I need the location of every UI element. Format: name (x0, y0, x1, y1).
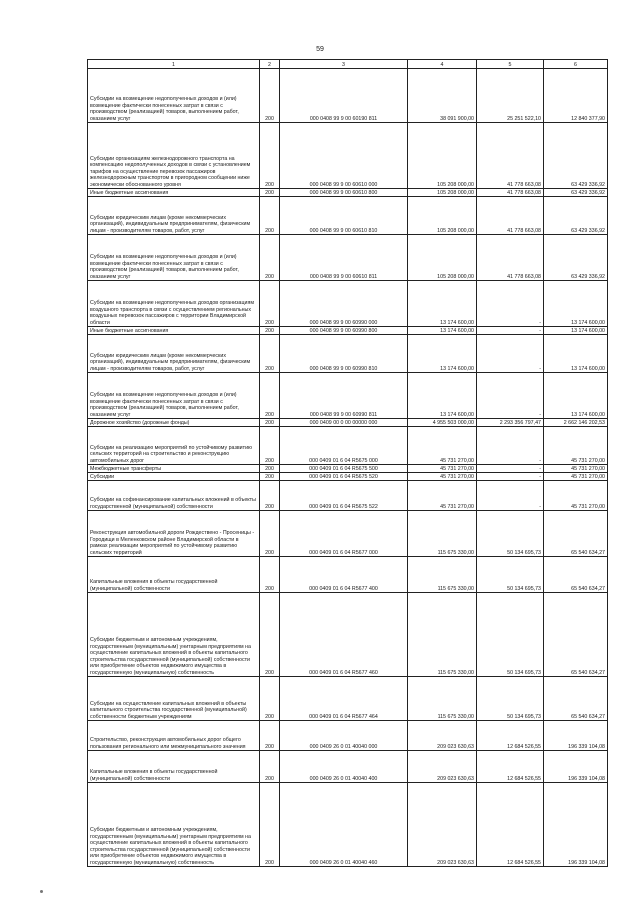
approved-amount-cell: 105 208 000,00 (408, 123, 477, 189)
unexecuted-amount-cell: 196 339 104,08 (544, 783, 608, 867)
budget-classification-code-cell: 000 0409 00 0 00 00000 000 (280, 419, 408, 427)
table-row (88, 427, 608, 465)
unexecuted-amount-cell: 45 731 270,00 (544, 427, 608, 465)
item-name-cell: Субсидии на возмещение недополученных доходов и (или) возмещение фактически понесенных затрат в связи с производством (реализацией) товаров, выполнением работ, оказанием услуг (88, 373, 260, 419)
item-name-cell: Реконструкция автомобильной дороги Рождествено - Просеницы - Городищи в Меленковском районе Владимирской области в рамках реализации мероприятий по устойчивому развитию сельских территорий (88, 511, 260, 557)
approved-amount-cell: 45 731 270,00 (408, 481, 477, 511)
line-code-cell: 200 (260, 281, 280, 327)
table-row (88, 593, 608, 677)
approved-amount-cell: 209 023 630,63 (408, 783, 477, 867)
line-code-cell: 200 (260, 69, 280, 123)
executed-amount-cell: 2 293 356 797,47 (477, 419, 544, 427)
column-header: 3 (280, 60, 408, 69)
unexecuted-amount-cell: 2 662 146 202,53 (544, 419, 608, 427)
line-code-cell: 200 (260, 721, 280, 751)
executed-amount-cell: 41 778 663,08 (477, 197, 544, 235)
line-code-cell: 200 (260, 419, 280, 427)
column-header: 2 (260, 60, 280, 69)
unexecuted-amount-cell: 196 339 104,08 (544, 751, 608, 783)
item-name-cell: Субсидии на софинансирование капитальных вложений в объекты государственной (муниципальной) собственности (88, 481, 260, 511)
item-name-cell: Капитальные вложения в объекты государственной (муниципальной) собственности (88, 557, 260, 593)
budget-classification-code-cell: 000 0408 99 9 00 60990 810 (280, 335, 408, 373)
line-code-cell: 200 (260, 511, 280, 557)
item-name-cell: Субсидии юридическим лицам (кроме некоммерческих организаций), индивидуальным предпринимателям, физическим лицам - производителям товаров, работ, услуг (88, 335, 260, 373)
table-row (88, 511, 608, 557)
budget-classification-code-cell: 000 0408 99 9 00 60610 800 (280, 189, 408, 197)
budget-classification-code-cell: 000 0409 01 6 04 R5675 500 (280, 465, 408, 473)
budget-classification-code-cell: 000 0408 99 9 00 60610 811 (280, 235, 408, 281)
executed-amount-cell: 50 134 695,73 (477, 593, 544, 677)
unexecuted-amount-cell: 63 429 336,92 (544, 123, 608, 189)
line-code-cell: 200 (260, 189, 280, 197)
approved-amount-cell: 13 174 600,00 (408, 281, 477, 327)
item-name-cell: Капитальные вложения в объекты государственной (муниципальной) собственности (88, 751, 260, 783)
table-body (88, 69, 608, 867)
unexecuted-amount-cell: 45 731 270,00 (544, 473, 608, 481)
executed-amount-cell: - (477, 281, 544, 327)
table-row (88, 783, 608, 867)
approved-amount-cell: 115 675 330,00 (408, 511, 477, 557)
line-code-cell: 200 (260, 677, 280, 721)
item-name-cell: Межбюджетные трансферты (88, 465, 260, 473)
unexecuted-amount-cell: 12 840 377,90 (544, 69, 608, 123)
unexecuted-amount-cell: 13 174 600,00 (544, 335, 608, 373)
approved-amount-cell: 45 731 270,00 (408, 473, 477, 481)
unexecuted-amount-cell: 13 174 600,00 (544, 327, 608, 335)
approved-amount-cell: 115 675 330,00 (408, 557, 477, 593)
approved-amount-cell: 45 731 270,00 (408, 427, 477, 465)
line-code-cell: 200 (260, 427, 280, 465)
executed-amount-cell: 41 778 663,08 (477, 123, 544, 189)
approved-amount-cell: 45 731 270,00 (408, 465, 477, 473)
executed-amount-cell: - (477, 327, 544, 335)
unexecuted-amount-cell: 196 339 104,08 (544, 721, 608, 751)
approved-amount-cell: 13 174 600,00 (408, 327, 477, 335)
line-code-cell: 200 (260, 751, 280, 783)
table-row (88, 419, 608, 427)
line-code-cell: 200 (260, 235, 280, 281)
unexecuted-amount-cell: 45 731 270,00 (544, 481, 608, 511)
unexecuted-amount-cell: 65 540 634,27 (544, 557, 608, 593)
unexecuted-amount-cell: 13 174 600,00 (544, 281, 608, 327)
table-row (88, 481, 608, 511)
unexecuted-amount-cell: 45 731 270,00 (544, 465, 608, 473)
executed-amount-cell: - (477, 335, 544, 373)
line-code-cell: 200 (260, 373, 280, 419)
budget-classification-code-cell: 000 0409 26 0 01 40040 400 (280, 751, 408, 783)
unexecuted-amount-cell: 65 540 634,27 (544, 677, 608, 721)
item-name-cell: Дорожное хозяйство (дорожные фонды) (88, 419, 260, 427)
budget-classification-code-cell: 000 0409 01 6 04 R5677 460 (280, 593, 408, 677)
table-row (88, 677, 608, 721)
budget-classification-code-cell: 000 0408 99 9 00 60610 810 (280, 197, 408, 235)
item-name-cell: Иные бюджетные ассигнования (88, 189, 260, 197)
column-header: 6 (544, 60, 608, 69)
budget-classification-code-cell: 000 0409 01 6 04 R5675 000 (280, 427, 408, 465)
line-code-cell: 200 (260, 123, 280, 189)
item-name-cell: Субсидии бюджетным и автономным учреждениям, государственным (муниципальным) унитарным предприятиям на осуществление капитальных вложений в объекты капитального строительства государственной (муниципальной) собственности или приобретение объектов недвижимого имущества в государственную (муниципальную) собственность (88, 593, 260, 677)
table-row (88, 373, 608, 419)
executed-amount-cell: - (477, 373, 544, 419)
executed-amount-cell: - (477, 473, 544, 481)
budget-classification-code-cell: 000 0409 26 0 01 40040 000 (280, 721, 408, 751)
line-code-cell: 200 (260, 557, 280, 593)
executed-amount-cell: 50 134 695,73 (477, 511, 544, 557)
budget-classification-code-cell: 000 0408 99 9 00 60990 811 (280, 373, 408, 419)
item-name-cell: Субсидии на возмещение недополученных доходов организациям воздушного транспорта в связи с осуществлением региональных воздушных перевозок пассажиров с территории Владимирской области (88, 281, 260, 327)
column-header: 1 (88, 60, 260, 69)
column-header: 5 (477, 60, 544, 69)
line-code-cell: 200 (260, 335, 280, 373)
budget-classification-code-cell: 000 0408 99 9 00 60610 000 (280, 123, 408, 189)
table-row (88, 721, 608, 751)
executed-amount-cell: - (477, 427, 544, 465)
table-row (88, 197, 608, 235)
item-name-cell: Субсидии на реализацию мероприятий по устойчивому развитию сельских территорий на строительство и реконструкцию автомобильных дорог (88, 427, 260, 465)
line-code-cell: 200 (260, 473, 280, 481)
executed-amount-cell: 50 134 695,73 (477, 557, 544, 593)
approved-amount-cell: 4 955 503 000,00 (408, 419, 477, 427)
approved-amount-cell: 115 675 330,00 (408, 593, 477, 677)
item-name-cell: Субсидии на осуществление капитальных вложений в объекты капитального строительства государственной (муниципальной) собственности бюджетным учреждениям (88, 677, 260, 721)
approved-amount-cell: 115 675 330,00 (408, 677, 477, 721)
unexecuted-amount-cell: 13 174 600,00 (544, 373, 608, 419)
executed-amount-cell: 41 778 663,08 (477, 235, 544, 281)
table-row (88, 335, 608, 373)
item-name-cell: Иные бюджетные ассигнования (88, 327, 260, 335)
item-name-cell: Субсидии бюджетным и автономным учреждениям, государственным (муниципальным) унитарным предприятиям на осуществление капитальных вложений в объекты капитального строительства государственной (муниципальной) собственности или приобретение объектов недвижимого имущества в государственную (муниципальную) собственность (88, 783, 260, 867)
budget-classification-code-cell: 000 0408 99 9 00 60990 800 (280, 327, 408, 335)
line-code-cell: 200 (260, 783, 280, 867)
table-row (88, 235, 608, 281)
item-name-cell: Субсидии (88, 473, 260, 481)
table-row (88, 189, 608, 197)
column-number-row (88, 60, 608, 69)
approved-amount-cell: 13 174 600,00 (408, 373, 477, 419)
budget-classification-code-cell: 000 0409 01 6 04 R5675 520 (280, 473, 408, 481)
approved-amount-cell: 209 023 630,63 (408, 721, 477, 751)
budget-classification-code-cell: 000 0409 01 6 04 R5677 464 (280, 677, 408, 721)
budget-classification-code-cell: 000 0408 99 9 00 60190 811 (280, 69, 408, 123)
item-name-cell: Субсидии юридическим лицам (кроме некоммерческих организаций), индивидуальным предпринимателям, физическим лицам - производителям товаров, работ, услуг (88, 197, 260, 235)
budget-classification-code-cell: 000 0409 26 0 01 40040 460 (280, 783, 408, 867)
executed-amount-cell: - (477, 465, 544, 473)
page-number: 59 (316, 46, 324, 53)
line-code-cell: 200 (260, 327, 280, 335)
item-name-cell: Субсидии организациям железнодорожного транспорта на компенсацию недополученных доходов в связи с установлением тарифов на осуществление перевозок пассажиров железнодорожным транспортом в пригородном сообщении ниже экономически обоснованного уровня (88, 123, 260, 189)
executed-amount-cell: 12 684 526,55 (477, 783, 544, 867)
approved-amount-cell: 105 208 000,00 (408, 235, 477, 281)
column-header: 4 (408, 60, 477, 69)
item-name-cell: Строительство, реконструкция автомобильных дорог общего пользования регионального или межмуниципального значения (88, 721, 260, 751)
approved-amount-cell: 105 208 000,00 (408, 197, 477, 235)
budget-classification-code-cell: 000 0409 01 6 04 R5677 400 (280, 557, 408, 593)
unexecuted-amount-cell: 63 429 336,92 (544, 235, 608, 281)
executed-amount-cell: 12 684 526,55 (477, 721, 544, 751)
table-row (88, 123, 608, 189)
unexecuted-amount-cell: 63 429 336,92 (544, 189, 608, 197)
budget-classification-code-cell: 000 0409 01 6 04 R5677 000 (280, 511, 408, 557)
table-row (88, 69, 608, 123)
table-row (88, 327, 608, 335)
approved-amount-cell: 209 023 630,63 (408, 751, 477, 783)
unexecuted-amount-cell: 65 540 634,27 (544, 593, 608, 677)
item-name-cell: Субсидии на возмещение недополученных доходов и (или) возмещение фактически понесенных затрат в связи с производством (реализацией) товаров, выполнением работ, оказанием услуг (88, 235, 260, 281)
table-row (88, 751, 608, 783)
line-code-cell: 200 (260, 197, 280, 235)
scan-speck (40, 890, 43, 893)
executed-amount-cell: - (477, 481, 544, 511)
executed-amount-cell: 41 778 663,08 (477, 189, 544, 197)
approved-amount-cell: 105 208 000,00 (408, 189, 477, 197)
unexecuted-amount-cell: 65 540 634,27 (544, 511, 608, 557)
unexecuted-amount-cell: 63 429 336,92 (544, 197, 608, 235)
budget-table (87, 59, 608, 867)
item-name-cell: Субсидии на возмещение недополученных доходов и (или) возмещение фактически понесенных затрат в связи с производством (реализацией) товаров, выполнением работ, оказанием услуг (88, 69, 260, 123)
executed-amount-cell: 12 684 526,55 (477, 751, 544, 783)
line-code-cell: 200 (260, 481, 280, 511)
budget-classification-code-cell: 000 0408 99 9 00 60990 000 (280, 281, 408, 327)
approved-amount-cell: 13 174 600,00 (408, 335, 477, 373)
table-row (88, 473, 608, 481)
line-code-cell: 200 (260, 465, 280, 473)
budget-classification-code-cell: 000 0409 01 6 04 R5675 522 (280, 481, 408, 511)
table-row (88, 557, 608, 593)
table-row (88, 281, 608, 327)
executed-amount-cell: 50 134 695,73 (477, 677, 544, 721)
table-row (88, 465, 608, 473)
approved-amount-cell: 38 091 900,00 (408, 69, 477, 123)
executed-amount-cell: 25 251 522,10 (477, 69, 544, 123)
line-code-cell: 200 (260, 593, 280, 677)
